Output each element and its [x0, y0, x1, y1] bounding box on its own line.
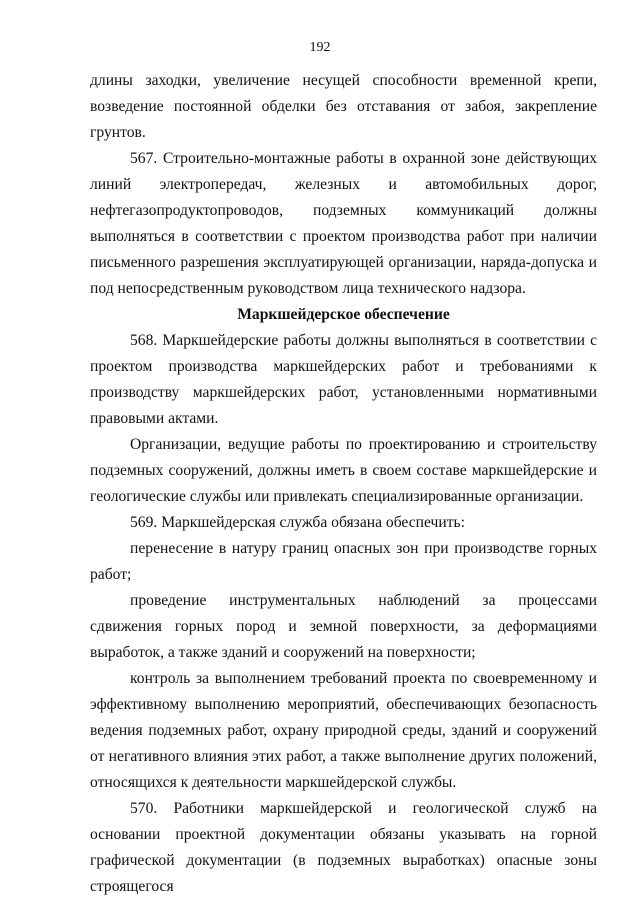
list-item-boundaries: перенесение в натуру границ опасных зон при производстве горных работ; [90, 540, 597, 583]
section-heading: Маркшейдерское обеспечение [237, 306, 450, 323]
list-item-observations: проведение инструментальных наблюдений за процессами сдвижения горных пород и земной поверхности, за деформациями выработок, а также зданий и сооружений на поверхности; [90, 592, 597, 661]
list-item-control: контроль за выполнением требований проекта по своевременному и эффективному выполнению мероприятий, обеспечивающих безопасность ведения подземных работ, охрану природной среды, зданий и сооружений от негативного влияния этих работ, а также выполнение других положений, относящихся к деятельности маркшейдерской службы. [90, 670, 597, 791]
paragraph-568: 568. Маркшейдерские работы должны выполняться в соответствии с проектом производства маркшейдерских работ и требованиями к производству маркшейдерских работ, установленными нормативными правовыми актами. [90, 332, 597, 427]
paragraph-continuation: длины заходки, увеличение несущей способности временной крепи, возведение постоянной обделки без отставания от забоя, закрепление грунтов. [90, 72, 597, 141]
paragraph-569: 569. Маркшейдерская служба обязана обеспечить: [130, 514, 465, 531]
paragraph-organizations: Организации, ведущие работы по проектированию и строительству подземных сооружений, должны иметь в своем составе маркшейдерские и геологические службы или привлекать специализированные организации. [90, 436, 597, 505]
paragraph-567: 567. Строительно-монтажные работы в охранной зоне действующих линий электропередач, железных и автомобильных дорог, нефтегазопродуктопроводов, подземных коммуникаций должны выполняться в соответствии с проектом производства работ при наличии письменного разрешения эксплуатирующей организации, наряда-допуска и под непосредственным руководством лица технического надзора. [90, 150, 597, 297]
page-body [90, 68, 597, 900]
page-number: 192 [309, 40, 331, 55]
paragraph-570: 570. Работники маркшейдерской и геологической служб на основании проектной документации обязаны указывать на горной графической документации (в подземных выработках) опасные зоны строящегося [90, 800, 597, 895]
